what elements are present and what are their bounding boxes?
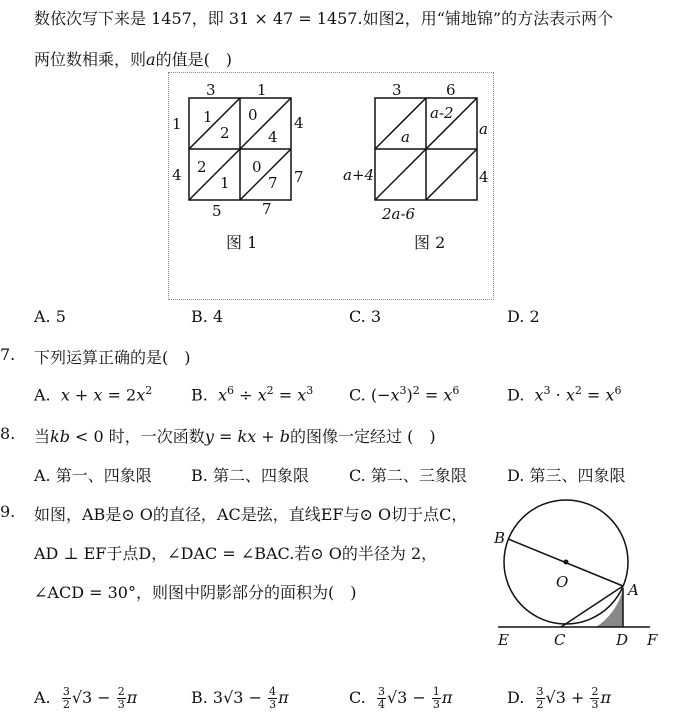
fig1-cell-value: 4	[268, 128, 278, 146]
fig1-bottom-label: 7	[262, 200, 272, 218]
intro-line-1: 数依次写下来是 1457，即 31 × 47 = 1457.如图2，用“铺地锦”的方法表示两个	[34, 9, 614, 28]
fig2-cell-a2: a-2	[430, 104, 454, 122]
q9-option-c[interactable]: C. $\frac{3}{4}$ √3 − $\frac{1}{3}$ π	[349, 685, 453, 711]
q7-option-c[interactable]: C. $(-x^3)^2 = x^6$	[349, 384, 460, 405]
q9-label-e: E	[498, 631, 509, 649]
q9-option-a[interactable]: A. $\frac{3}{2}$ √3 − $\frac{2}{3}$ π	[34, 685, 138, 711]
q7-option-b[interactable]: B. $x^6 \div x^2 = x^3$	[191, 384, 314, 405]
fig1-cell-value: 1	[220, 174, 230, 192]
q7-number: 7.	[0, 345, 16, 364]
fig1-diag-1	[189, 98, 240, 149]
fig1-cell-value: 2	[197, 158, 207, 176]
fig2-left-label: a+4	[343, 166, 375, 184]
intro-line-2-start: 两位数相乘，则	[34, 50, 147, 69]
q8-stem: 当kb < 0 时，一次函数y = kx + b的图像一定经过 ( )	[34, 427, 436, 446]
q8-option-c[interactable]: C. 第二、三象限	[349, 466, 467, 485]
q7-option-a[interactable]: A. $x + x = 2x^2$	[34, 384, 153, 405]
q6-option-a[interactable]: A. 5	[34, 307, 66, 326]
q9-label-o: O	[556, 573, 569, 591]
fig1-cell-value: 0	[252, 158, 262, 176]
fig2-caption: 图 2	[414, 233, 446, 252]
fig2-diag-4	[426, 149, 477, 200]
fig1-top-label: 3	[206, 81, 216, 99]
q7-option-d[interactable]: D. $x^3 \cdot x^2 = x^6$	[507, 384, 622, 405]
fig2-right-label: a	[479, 120, 488, 138]
q9-figure	[490, 495, 670, 655]
fig1-top-label: 1	[257, 81, 267, 99]
q9-label-c: C	[554, 631, 566, 649]
q8-option-a[interactable]: A. 第一、四象限	[34, 466, 152, 485]
q9-line-1: 如图，AB是⊙ O的直径，AC是弦，直线EF与⊙ O切于点C，	[34, 505, 468, 524]
fig2-top-label: 6	[446, 81, 456, 99]
fig1-cell-value: 0	[248, 106, 258, 124]
q9-label-b: B	[494, 529, 506, 547]
q8-number: 8.	[0, 424, 16, 443]
q6-option-b[interactable]: B. 4	[191, 307, 224, 326]
fig1-right-label: 7	[294, 168, 304, 186]
figure-1	[160, 78, 320, 263]
q9-label-a: A	[628, 581, 639, 599]
fig1-left-label: 4	[172, 166, 182, 184]
fig1-right-label: 4	[294, 114, 304, 132]
fig2-cell-a: a	[401, 128, 410, 146]
q6-option-d[interactable]: D. 2	[507, 307, 540, 326]
fig2-right-label: 4	[479, 168, 489, 186]
q8-option-b[interactable]: B. 第二、四象限	[191, 466, 309, 485]
q9-center-point	[564, 560, 569, 565]
figure-2	[340, 78, 500, 263]
fig1-left-label: 1	[172, 115, 182, 133]
q9-line-3: ∠ACD = 30°，则图中阴影部分的面积为( )	[34, 583, 357, 602]
fig1-cell-value: 2	[220, 124, 230, 142]
q6-option-c[interactable]: C. 3	[349, 307, 382, 326]
q8-option-d[interactable]: D. 第三、四象限	[507, 466, 626, 485]
intro-var-a: a	[146, 50, 156, 69]
q9-option-d[interactable]: D. $\frac{3}{2}$ √3 + $\frac{2}{3}$ π	[507, 685, 611, 711]
fig1-caption: 图 1	[226, 233, 258, 252]
fig2-diag-3	[375, 149, 426, 200]
q9-option-b[interactable]: B. 3√3 − $\frac{4}{3}$ π	[191, 685, 289, 711]
fig1-cell-value: 1	[203, 108, 213, 126]
q9-label-f: F	[647, 631, 658, 649]
fig1-cell-value: 7	[268, 174, 278, 192]
fig2-top-label: 3	[392, 81, 402, 99]
fig1-diag-4	[240, 149, 291, 200]
intro-line-2-end: 的值是( )	[155, 50, 233, 69]
fig2-bottom-label: 2a-6	[382, 205, 416, 223]
q9-number: 9.	[0, 502, 16, 521]
q9-label-d: D	[616, 631, 629, 649]
q7-stem: 下列运算正确的是( )	[34, 348, 191, 367]
fig1-bottom-label: 5	[212, 202, 222, 220]
q9-line-2: AD ⊥ EF于点D，∠DAC = ∠BAC.若⊙ O的半径为 2，	[34, 544, 438, 563]
intro-line-2	[34, 47, 232, 70]
